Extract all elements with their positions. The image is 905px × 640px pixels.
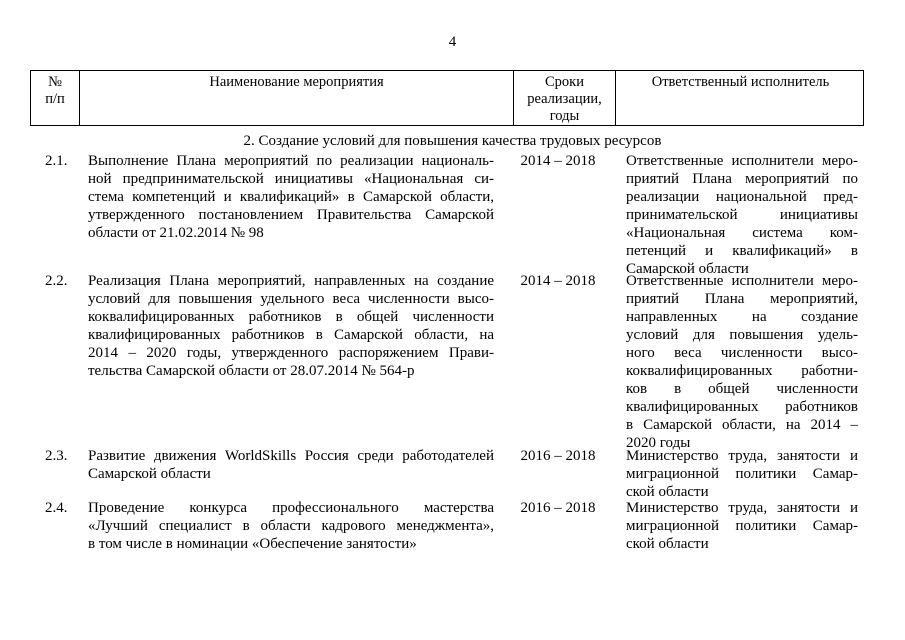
header-period <box>514 74 615 125</box>
row-name-line: квалифицированных работников в Самарской области, на <box>88 327 494 343</box>
row-responsible <box>626 499 858 553</box>
header-responsible-text: Ответственный исполнитель <box>651 74 830 90</box>
row-name-line: 2014 – 2020 годы, утвержденного распоряжением Прави- <box>88 345 494 361</box>
row-responsible <box>626 272 858 452</box>
row-name-line: условий для повышения удельного веса численности высо- <box>88 291 494 307</box>
row-name-line: стема компетенций и квалификаций» в Самарской области, <box>88 189 494 205</box>
row-number: 2.2. <box>45 273 68 289</box>
header-name-text: Наименование мероприятия <box>209 74 384 90</box>
header-period-line: Сроки <box>545 74 584 90</box>
row-resp-line: ской области <box>626 536 709 552</box>
row-name-line: утвержденного постановлением Правительства Самарской <box>88 207 494 223</box>
row-resp-line: квалифицированных работников <box>626 399 858 415</box>
row-period: 2014 – 2018 <box>520 273 596 289</box>
row-name <box>88 447 494 483</box>
row-responsible <box>626 447 858 501</box>
row-resp-line: ного веса численности высо- <box>626 345 858 361</box>
row-resp-line: коквалифицированных работни- <box>626 363 858 379</box>
row-name-line: Выполнение Плана мероприятий по реализации националь- <box>88 153 494 169</box>
row-resp-line: Самарской области <box>626 261 749 277</box>
row-resp-line: 2020 годы <box>626 435 691 451</box>
row-resp-line: Ответственные исполнители меро- <box>626 153 858 169</box>
row-resp-line: Ответственные исполнители меро- <box>626 273 858 289</box>
header-number <box>31 74 79 108</box>
row-name-line: Проведение конкурса профессионального мастерства <box>88 500 494 516</box>
row-resp-line: ков в общей численности <box>626 381 858 397</box>
row-number: 2.4. <box>45 500 68 516</box>
row-name-line: Самарской области <box>88 466 211 482</box>
row-name-line: коквалифицированных работников в общей численности <box>88 309 494 325</box>
row-resp-line: «Национальная система ком- <box>626 225 858 241</box>
row-number: 2.1. <box>45 153 68 169</box>
row-resp-line: миграционной политики Самар- <box>626 466 858 482</box>
row-name-line: в том числе в номинации «Обеспечение занятости» <box>88 536 417 552</box>
row-period: 2016 – 2018 <box>520 448 596 464</box>
row-responsible <box>626 152 858 278</box>
row-number: 2.3. <box>45 448 68 464</box>
row-resp-line: направленных на создание <box>626 309 858 325</box>
row-resp-line: Министерство труда, занятости и <box>626 500 858 516</box>
row-resp-line: ской области <box>626 484 709 500</box>
row-resp-line: приятий Плана мероприятий по <box>626 171 858 187</box>
row-name <box>88 499 494 553</box>
header-responsible <box>616 74 865 91</box>
row-name <box>88 272 494 380</box>
row-name-line: тельства Самарской области от 28.07.2014 № 564-р <box>88 363 415 379</box>
table-header <box>30 70 864 126</box>
row-name-line: ной предпринимательской инициативы «Национальная си- <box>88 171 494 187</box>
row-name <box>88 152 494 242</box>
header-number-line: п/п <box>45 91 65 107</box>
header-period-line: годы <box>549 108 580 124</box>
row-period: 2016 – 2018 <box>520 500 596 516</box>
row-name-line: Развитие движения WorldSkills Россия среди работодателей <box>88 448 494 464</box>
row-resp-line: Министерство труда, занятости и <box>626 448 858 464</box>
header-number-line: № <box>48 74 62 90</box>
section-title: 2. Создание условий для повышения качества трудовых ресурсов <box>243 133 662 149</box>
header-name <box>80 74 513 91</box>
row-resp-line: петенций и квалификаций» в <box>626 243 858 259</box>
row-resp-line: миграционной политики Самар- <box>626 518 858 534</box>
row-name-line: Реализация Плана мероприятий, направленных на создание <box>88 273 494 289</box>
row-name-line: области от 21.02.2014 № 98 <box>88 225 264 241</box>
row-resp-line: приятий Плана мероприятий, <box>626 291 858 307</box>
page-number: 4 <box>448 34 457 50</box>
row-resp-line: реализации национальной пред- <box>626 189 858 205</box>
row-name-line: «Лучший специалист в области кадрового менеджмента», <box>88 518 494 534</box>
header-period-line: реализации, <box>527 91 602 107</box>
row-resp-line: условий для повышения удель- <box>626 327 858 343</box>
row-resp-line: принимательской инициативы <box>626 207 858 223</box>
row-resp-line: в Самарской области, на 2014 – <box>626 417 858 433</box>
row-period: 2014 – 2018 <box>520 153 596 169</box>
